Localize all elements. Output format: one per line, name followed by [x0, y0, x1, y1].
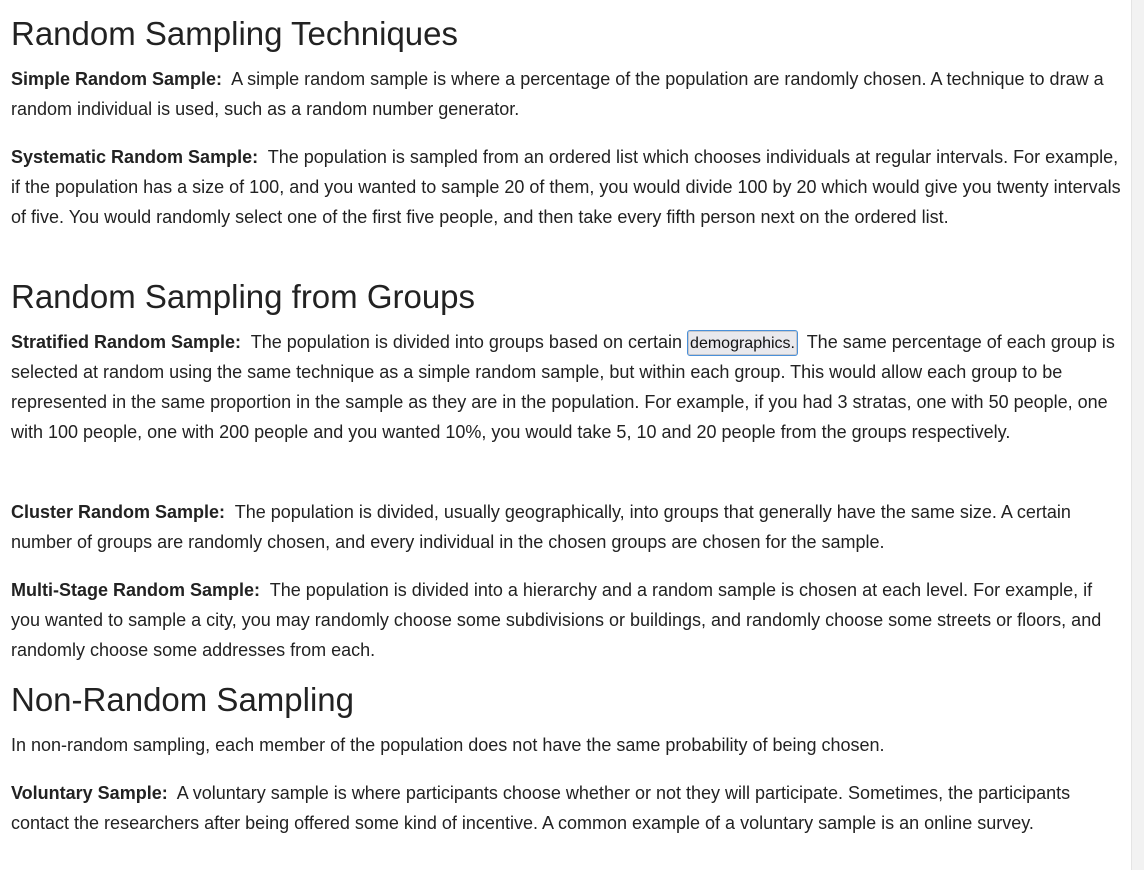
definition-multi-stage-random-sample: The population is divided into a hierarchy and a random sample is chosen at each level. For example, if you wanted to sample a city, you may randomly choose some subdivisions or buildings, and randomly choose some streets or floors, and randomly choose some addresses from each.: [11, 580, 1102, 660]
paragraph-non-random-intro: In non-random sampling, each member of the population does not have the same probability of being chosen.: [11, 735, 885, 755]
definition-voluntary-sample: A voluntary sample is where participants choose whether or not they will participate. Sometimes, the participants contact the researchers after being offered some kind of incentive. A common example of a voluntary sample is an online survey.: [11, 783, 1071, 833]
paragraph-simple-random-sample: [11, 64, 1121, 124]
paragraph-cluster-random-sample: [11, 497, 1121, 557]
heading-random-sampling-from-groups: Random Sampling from Groups: [11, 278, 476, 315]
heading-random-sampling-techniques: Random Sampling Techniques: [11, 15, 458, 52]
paragraph-systematic-random-sample: [11, 142, 1125, 232]
paragraph-stratified-random-sample: [11, 327, 1119, 447]
term-multi-stage-random-sample: Multi-Stage Random Sample:: [11, 580, 261, 600]
heading-non-random-sampling: Non-Random Sampling: [11, 681, 355, 718]
term-voluntary-sample: Voluntary Sample:: [11, 783, 168, 803]
definition-systematic-random-sample: The population is sampled from an ordered list which chooses individuals at regular intervals. For example, if the population has a size of 100, and you wanted to sample 20 of them, you would divide 100 by 20 which would give you twenty intervals of five. You would randomly select one of the first five people, and then take every fifth person next on the ordered list.: [11, 147, 1121, 227]
definition-cluster-random-sample: The population is divided, usually geographically, into groups that generally have the same size. A certain number of groups are randomly chosen, and every individual in the chosen groups are chosen for the sample.: [11, 502, 1071, 552]
definition-simple-random-sample: A simple random sample is where a percentage of the population are randomly chosen. A technique to draw a random individual is used, such as a random number generator.: [11, 69, 1104, 119]
paragraph-voluntary-sample: [11, 778, 1121, 838]
paragraph-multi-stage-random-sample: [11, 575, 1121, 665]
glossary-button-demographics[interactable]: demographics.: [687, 330, 798, 356]
definition-stratified-random-sample-end: The same percentage of each group is selected at random using the same technique as a simple random sample, but within each group. This would allow each group to be represented in the same proportion in the sample as they are in the population. For example, if you had 3 stratas, one with 50 people, one with 100 people, one with 200 people and you wanted 10%, you would take 5, 10 and 20 people from the groups respectively.: [11, 332, 1115, 442]
term-simple-random-sample: Simple Random Sample:: [11, 69, 223, 89]
term-cluster-random-sample: Cluster Random Sample:: [11, 502, 226, 522]
term-systematic-random-sample: Systematic Random Sample:: [11, 147, 259, 167]
vertical-scrollbar[interactable]: [1131, 0, 1144, 870]
definition-stratified-random-sample-start: The population is divided into groups based on certain: [250, 332, 683, 352]
term-stratified-random-sample: Stratified Random Sample:: [11, 332, 242, 352]
